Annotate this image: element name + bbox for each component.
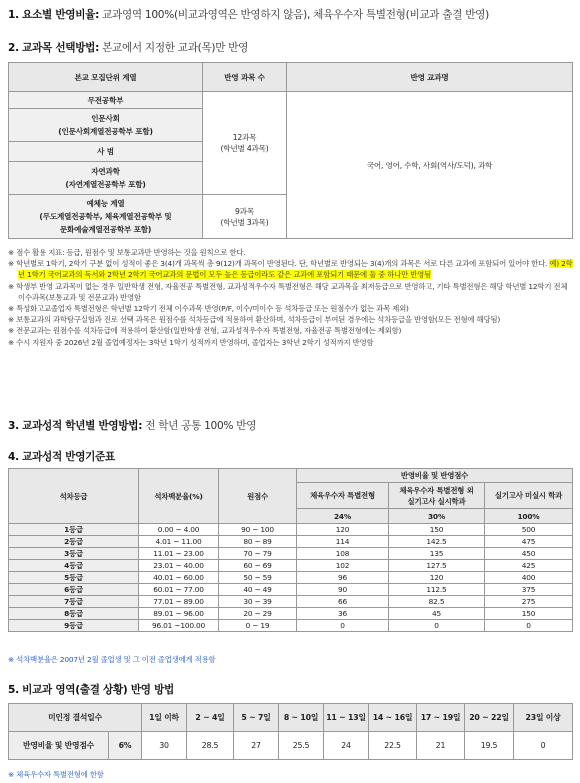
t2-header-raw: 원점수 bbox=[219, 469, 297, 524]
t2-cell-a: 90 bbox=[297, 584, 389, 596]
t1-unit: 무전공학부 bbox=[9, 92, 203, 109]
t1-unit: 자연과학 (자연계열전공학부 포함) bbox=[9, 162, 203, 195]
t2-cell-b: 120 bbox=[389, 572, 485, 584]
table-row bbox=[9, 596, 573, 608]
t2-header-pct: 석차백분율(%) bbox=[139, 469, 219, 524]
t2-cell-c: 0 bbox=[485, 620, 573, 632]
note-2 bbox=[8, 258, 574, 280]
t2-cell-pct: 60.01 ~ 77.00 bbox=[139, 584, 219, 596]
section-2-heading bbox=[8, 40, 248, 55]
t2-cell-pct: 77.01 ~ 89.00 bbox=[139, 596, 219, 608]
t2-cell-c: 450 bbox=[485, 548, 573, 560]
t2-cell-a: 66 bbox=[297, 596, 389, 608]
t2-header-col: 체육우수자 특별전형 외 실기고사 실시학과 bbox=[389, 483, 485, 509]
section-3-text: 전 학년 공통 100% 반영 bbox=[142, 420, 257, 432]
t3-header-col: 5 ~ 7일 bbox=[234, 704, 279, 732]
t2-cell-raw: 0 ~ 19 bbox=[219, 620, 297, 632]
note-1: ※ 점수 활용 지표: 등급, 원점수 및 보통교과만 반영하는 것을 원칙으로 한다. bbox=[8, 248, 246, 257]
table-row bbox=[9, 536, 573, 548]
t2-ratio: 24% bbox=[297, 509, 389, 524]
t2-cell-c: 425 bbox=[485, 560, 573, 572]
t2-cell-raw: 80 ~ 89 bbox=[219, 536, 297, 548]
t2-cell-b: 45 bbox=[389, 608, 485, 620]
t2-cell-b: 150 bbox=[389, 524, 485, 536]
t2-cell-b: 82.5 bbox=[389, 596, 485, 608]
t2-cell-a: 108 bbox=[297, 548, 389, 560]
t1-subjects: 국어, 영어, 수학, 사회(역사/도덕), 과학 bbox=[287, 92, 573, 239]
section-2-title: 2. 교과목 선택방법: bbox=[8, 42, 100, 54]
t2-header-col: 실기고사 미실시 학과 bbox=[485, 483, 573, 509]
t2-cell-raw: 60 ~ 69 bbox=[219, 560, 297, 572]
t3-cell-value: 19.5 bbox=[465, 732, 514, 760]
t2-cell-grade: 7등급 bbox=[9, 596, 139, 608]
t2-cell-pct: 89.01 ~ 96.00 bbox=[139, 608, 219, 620]
t1-unit: 인문사회 (인문사회계열전공학부 포함) bbox=[9, 109, 203, 142]
note-6: ※ 전문교과는 원점수를 석차등급에 적용하여 환산함(일반학생 전형, 교과성적우수자 특별전형, 자율전공 특별전형에는 제외함) bbox=[8, 326, 402, 336]
t2-note: ※ 석차백분율은 2007년 2월 졸업생 및 그 이전 졸업생에게 적용함 bbox=[8, 655, 216, 664]
table-row bbox=[9, 560, 573, 572]
t2-cell-grade: 5등급 bbox=[9, 572, 139, 584]
notes-block bbox=[8, 247, 574, 348]
table-row bbox=[9, 584, 573, 596]
table-row bbox=[9, 548, 573, 560]
t2-cell-b: 0 bbox=[389, 620, 485, 632]
t3-header-label: 미인정 결석일수 bbox=[9, 704, 142, 732]
t2-cell-a: 114 bbox=[297, 536, 389, 548]
section-1-heading bbox=[8, 7, 489, 22]
t2-cell-c: 500 bbox=[485, 524, 573, 536]
t2-ratio: 100% bbox=[485, 509, 573, 524]
t3-header-col: 11 ~ 13일 bbox=[324, 704, 369, 732]
t2-body bbox=[9, 524, 573, 632]
table-row bbox=[9, 524, 573, 536]
t3-header-col: 23일 이상 bbox=[514, 704, 573, 732]
note-2-text: ※ 학년별로 1학기, 2학기 구분 없이 성적이 좋은 3(4)개 과목씩 총 9(12)개 과목이 반영된다. 단, 학년별로 반영되는 3(4)개의 과목은 서로 다른 교과에 포함되어 있어야 한다. bbox=[8, 259, 550, 269]
t2-cell-c: 150 bbox=[485, 608, 573, 620]
section-5-heading bbox=[8, 682, 174, 697]
t2-header-col: 체육우수자 특별전형 bbox=[297, 483, 389, 509]
t1-count-b: 9과목 (학년별 3과목) bbox=[203, 195, 287, 239]
note-7: ※ 수시 지원자 중 2026년 2월 졸업예정자는 3학년 1학기 성적까지 반영하며, 졸업자는 3학년 2학기 성적까지 반영함 bbox=[8, 337, 374, 347]
t2-cell-b: 127.5 bbox=[389, 560, 485, 572]
t3-cell-value: 28.5 bbox=[187, 732, 234, 760]
section-3-heading bbox=[8, 418, 256, 433]
t2-cell-a: 96 bbox=[297, 572, 389, 584]
section-2-text: 본교에서 지정한 교과(목)만 반영 bbox=[99, 42, 249, 54]
t2-cell-grade: 4등급 bbox=[9, 560, 139, 572]
t2-cell-b: 112.5 bbox=[389, 584, 485, 596]
t1-header-subjects: 반영 교과명 bbox=[287, 63, 573, 92]
t2-cell-grade: 1등급 bbox=[9, 524, 139, 536]
t3-note: ※ 체육우수자 특별전형에 한함 bbox=[8, 770, 104, 779]
subject-selection-table bbox=[8, 62, 573, 239]
t2-cell-a: 102 bbox=[297, 560, 389, 572]
t3-cell-value: 21 bbox=[417, 732, 465, 760]
t2-cell-raw: 20 ~ 29 bbox=[219, 608, 297, 620]
note-5: ※ 보통교과의 과학탐구실험과 진로 선택 과목은 원점수를 석차등급에 적용하여 환산하며, 석차등급이 부여된 경우에는 석차등급을 반영함(모든 전형에 해당됨) bbox=[8, 315, 501, 325]
t1-count-a: 12과목 (학년별 4과목) bbox=[203, 92, 287, 195]
t2-cell-pct: 23.01 ~ 40.00 bbox=[139, 560, 219, 572]
t2-cell-grade: 2등급 bbox=[9, 536, 139, 548]
t3-row-ratio: 6% bbox=[109, 732, 142, 760]
t3-cell-value: 27 bbox=[234, 732, 279, 760]
t1-header-count: 반영 과목 수 bbox=[203, 63, 287, 92]
t2-cell-pct: 40.01 ~ 60.00 bbox=[139, 572, 219, 584]
t2-cell-pct: 4.01 ~ 11.00 bbox=[139, 536, 219, 548]
t1-unit: 사 범 bbox=[9, 142, 203, 162]
t3-header-col: 2 ~ 4일 bbox=[187, 704, 234, 732]
section-1-title: 1. 요소별 반영비율: bbox=[8, 9, 100, 21]
t2-cell-a: 120 bbox=[297, 524, 389, 536]
t3-cell-value: 22.5 bbox=[369, 732, 417, 760]
t2-cell-raw: 70 ~ 79 bbox=[219, 548, 297, 560]
t2-cell-grade: 8등급 bbox=[9, 608, 139, 620]
table-row bbox=[9, 608, 573, 620]
t3-row-label: 반영비율 및 반영점수 bbox=[9, 732, 109, 760]
t2-header-group: 반영비율 및 반영점수 bbox=[297, 469, 573, 483]
t3-cell-value: 0 bbox=[514, 732, 573, 760]
t3-header-col: 1일 이하 bbox=[142, 704, 187, 732]
t3-header-col: 14 ~ 16일 bbox=[369, 704, 417, 732]
t2-cell-c: 275 bbox=[485, 596, 573, 608]
t3-header-col: 8 ~ 10일 bbox=[279, 704, 324, 732]
t2-cell-a: 0 bbox=[297, 620, 389, 632]
t2-cell-grade: 9등급 bbox=[9, 620, 139, 632]
t2-cell-a: 36 bbox=[297, 608, 389, 620]
t1-unit: 예체능 계열 (무도계열전공학부, 체육계열전공학부 및 문화예술계열전공학부 포함) bbox=[9, 195, 203, 239]
table-row bbox=[9, 620, 573, 632]
note-2-highlight: 예) 2학년 1학기 국어교과의 독서와 2학년 2학기 국어교과의 문법이 모두 높은 등급이라도 같은 교과에 포함되기 때문에 둘 중 하나만 반영됨 bbox=[18, 259, 573, 280]
table-row bbox=[9, 572, 573, 584]
t2-cell-raw: 90 ~ 100 bbox=[219, 524, 297, 536]
t2-ratio: 30% bbox=[389, 509, 485, 524]
t2-cell-c: 400 bbox=[485, 572, 573, 584]
t2-cell-c: 375 bbox=[485, 584, 573, 596]
note-4: ※ 특성화고교졸업자 특별전형은 학년별 12학기 전체 이수과목 반영(P/F, 이수/미이수 등 석차등급 또는 원점수가 없는 과목 제외) bbox=[8, 304, 409, 314]
t2-cell-raw: 40 ~ 49 bbox=[219, 584, 297, 596]
section-4-title: 4. 교과성적 반영기준표 bbox=[8, 451, 115, 463]
t1-header-unit: 본교 모집단위 계열 bbox=[9, 63, 203, 92]
section-1-text: 교과영역 100%(비교과영역은 반영하지 않음), 체육우수자 특별전형(비교과 출결 반영) bbox=[99, 9, 489, 21]
t2-cell-raw: 50 ~ 59 bbox=[219, 572, 297, 584]
t2-cell-grade: 3등급 bbox=[9, 548, 139, 560]
t2-cell-c: 475 bbox=[485, 536, 573, 548]
t2-cell-pct: 96.01 ~100.00 bbox=[139, 620, 219, 632]
t2-cell-b: 142.5 bbox=[389, 536, 485, 548]
t2-cell-pct: 11.01 ~ 23.00 bbox=[139, 548, 219, 560]
t2-cell-b: 135 bbox=[389, 548, 485, 560]
section-3-title: 3. 교과성적 학년별 반영방법: bbox=[8, 420, 143, 432]
grade-criteria-table bbox=[8, 468, 573, 632]
t2-cell-grade: 6등급 bbox=[9, 584, 139, 596]
t3-cell-value: 25.5 bbox=[279, 732, 324, 760]
t3-header-col: 20 ~ 22일 bbox=[465, 704, 514, 732]
section-5-title: 5. 비교과 영역(출결 상황) 반영 방법 bbox=[8, 684, 174, 696]
t2-cell-pct: 0.00 ~ 4.00 bbox=[139, 524, 219, 536]
t2-cell-raw: 30 ~ 39 bbox=[219, 596, 297, 608]
note-3: ※ 학생부 반영 교과목이 없는 경우 일반학생 전형, 자율전공 특별전형, 교과성적우수자 특별전형은 해당 교과목을 최저등급으로 반영하고, 기타 특별전형은 해당 학년별 12학기 전체 이수과목(보통교과 및 전문교과) 반영함 bbox=[8, 281, 568, 302]
section-4-heading bbox=[8, 449, 115, 464]
t3-cell-value: 30 bbox=[142, 732, 187, 760]
t3-cell-value: 24 bbox=[324, 732, 369, 760]
t2-header-grade: 석차등급 bbox=[9, 469, 139, 524]
attendance-table bbox=[8, 703, 573, 760]
t3-header-col: 17 ~ 19일 bbox=[417, 704, 465, 732]
